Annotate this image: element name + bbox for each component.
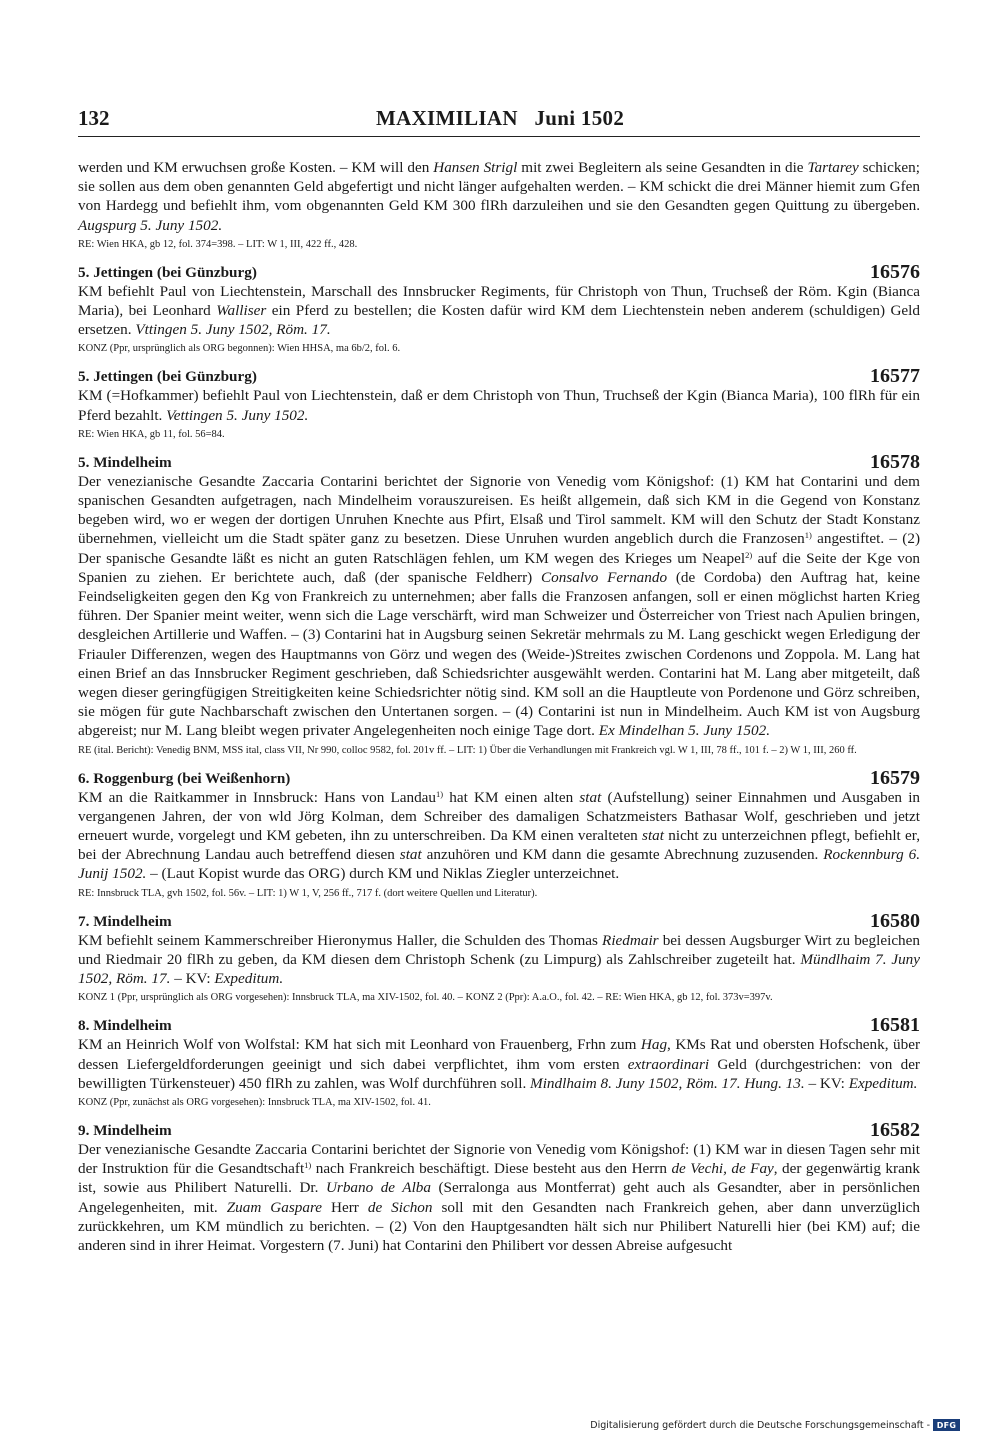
header-rule (78, 136, 920, 137)
entry (78, 451, 920, 758)
entry (78, 1119, 920, 1255)
entry-date-place: 5. Jettingen (bei Günzburg) (78, 368, 257, 386)
entry-heading (78, 365, 920, 386)
entry-date-place: 7. Mindelheim (78, 912, 172, 930)
entry-heading (78, 1014, 920, 1035)
running-title: MAXIMILIAN Juni 1502 (376, 106, 625, 130)
entry-text: KM an Heinrich Wolf von Wolfstal: KM hat sich mit Leonhard von Frauenberg, Frhn zum Hag, KMs Rat und obersten Hofschenk, über dessen Liefergeldforderungen geeinigt und sich dabei verpflichtet, ihm vom ersten extraordinari Geld (durchgestrichen: von der bewilligten Türkensteuer) 450 flRh zu zahlen, was Wolf durchführen soll. Mindlhaim 8. Juny 1502, Röm. 17. Hung. 13. – KV: Expeditum. (78, 1036, 920, 1092)
entry-text: KM befiehlt seinem Kammerschreiber Hieronymus Haller, die Schulden des Thomas Riedmair bei dessen Augsburger Wirt zu begleichen und Riedmair 20 flRh zu geben, da KM diesen dem Christoph Schenk (zu Limpurg) als Zahlschreiber zugeteilt hat. Mündlhaim 7. Juny 1502, Röm. 17. – KV: Expeditum. (78, 931, 920, 988)
footer-credit: Digitalisierung gefördert durch die Deutsche Forschungsgemeinschaft - (590, 1419, 930, 1431)
entry-number: 16580 (870, 909, 920, 932)
entry (78, 1014, 920, 1110)
entry-text: Der venezianische Gesandte Zaccaria Contarini berichtet der Signorie von Venedig vom Königshof: (1) KM war in diesen Tagen sehr mit der Instruktion für die Gesandtschaft$^{1)}$ nach Frankreich beschäftigt. Diese besteht aus den Herrn de Vechi, de Fay, der gegenwärtig krank ist, sowie aus Philibert Naturelli. Dr. Urbano de Alba (Serralonga aus Montferrat) geht auch als Gesandter, aber in persönlichen Angelegenheiten, mit. Zuam Gaspare Herr de Sichon soll mit den Gesandten nach Frankreich gehen, aber dann unverzüglich zurückkehren, um KM mündlich zu berichten. – (2) Von den Hauptgesandten hält sich nur Philibert Naturelli hier (bei KM) auf; die anderen sind in ihrer Heimat. Vorgestern (7. Juni) hat Contarini den Philibert vor dessen Abreise aufgesucht (78, 1140, 920, 1254)
footer (590, 1418, 960, 1432)
page-header (78, 106, 920, 134)
entry-reference: RE (ital. Bericht): Venedig BNM, MSS ital, class VII, Nr 990, colloc 9582, fol. 201v ff. – LIT: 1) Über die Verhandlungen mit Frankreich vgl. W 1, III, 78 ff., 101 f. – 2) W 1, III, 260 ff. (78, 744, 857, 756)
entry-text: KM an die Raitkammer in Innsbruck: Hans von Landau$^{1)}$ hat KM einen alten stat (Aufstellung) seiner Einnahmen und Ausgaben in vergangenen Jahren, der von wld Jörg Kolman, dem Schreiber des damaligen Schatzmeisters Bathasar Wolf, geschrieben und jetzt erneuert wurde, vorgelegt und KM gebeten, ihn zu unterschreiben. Da KM einen veralteten stat nicht zu unterzeichnen pflegt, befiehlt er, bei der Abrechnung Landau auch betreffend diesen stat anzuhören und KM dann die gesamte Abrechnung zuzusenden. Rockennburg 6. Junij 1502. – (Laut Kopist wurde das ORG) durch KM und Niklas Ziegler unterzeichnet. (78, 788, 921, 883)
entry-heading (78, 767, 920, 788)
entry-number: 16578 (870, 450, 920, 473)
entry (78, 767, 920, 901)
entry-reference: KONZ 1 (Ppr, ursprünglich als ORG vorgesehen): Innsbruck TLA, ma XIV-1502, fol. 40. – KONZ 2 (Ppr): A.a.O., fol. 42. – RE: Wien HKA, gb 12, fol. 373v=397v. (78, 992, 773, 1004)
page-number: 132 (78, 106, 110, 130)
entry-reference: KONZ (Ppr, ursprünglich als ORG begonnen): Wien HHSA, ma 6b/2, fol. 6. (78, 343, 401, 355)
entry-heading (78, 1119, 920, 1140)
entry-heading (78, 910, 920, 931)
entry-list (78, 261, 920, 1255)
entry-heading (78, 261, 920, 282)
entry-date-place: 6. Roggenburg (bei Weißenhorn) (78, 769, 291, 787)
entry-reference: RE: Innsbruck TLA, gvh 1502, fol. 56v. – LIT: 1) W 1, V, 256 ff., 717 f. (dort weitere Quellen und Literatur). (78, 887, 538, 899)
document-body (78, 158, 920, 1255)
continuation-text: werden und KM erwuchsen große Kosten. – KM will den Hansen Strigl mit zwei Begleitern als seine Gesandten in die Tartarey schicken; sie sollen aus dem oben genannten Geld abgefertigt und nicht länger aufgehalten werden. – KM schickt die drei Männer hiemit zum Gfen von Hardegg und befiehlt ihm, vom obgenannten Geld KM 300 flRh darzuleihen und sie den Gesandten gegen Quittung zu übergeben. Augspurg 5. Juny 1502. (78, 159, 920, 234)
entry-date-place: 9. Mindelheim (78, 1121, 172, 1139)
entry-date-place: 5. Mindelheim (78, 453, 172, 471)
entry (78, 365, 920, 441)
entry-text: Der venezianische Gesandte Zaccaria Contarini berichtet der Signorie von Venedig vom Königshof: (1) KM hat Contarini und dem spanischen Gesandten aufgetragen, nach Mindelheim vorauszureisen. Es heißt allgemein, daß sich KM in die Gegend von Konstanz begeben wird, wo er wegen der dortigen Unruhen Knechte aus Pfirt, Elsaß und Tirol sammelt. KM will den Schutz der Stadt Konstanz übernehmen, vielleicht um die Stadt später ganz zu besetzen. Diese Unruhen wurden angeblich durch die Franzosen$^{1)}$ angestiftet. – (2) Der spanische Gesandte läßt es nicht an guten Ratschlägen fehlen, um KM wegen des Krieges um Neapel$^{2)}$ auf die Seite der Kge von Spanien zu ziehen. Er berichtete auch, daß (der spanische Feldherr) Consalvo Fernando (de Cordoba) den Auftrag hat, keine Feindseligkeiten gegen den Kg von Frankreich zu unternehmen; aber falls die Franzosen anfangen, soll er einen möglichst harten Krieg führen. Der Spanier meint weiter, wenn sich die Lage verschärft, wird man Schweizer und Österreicher von Triest nach Apulien bringen, desgleichen Artillerie und Waffen. – (3) Contarini hat in Augsburg seinen Sekretär mehrmals zu M. Lang geschickt wegen Erledigung der Friauler Differenzen, wegen des Hauptmanns von Görz und wegen des (Weide-)Streites zwischen Cordenons und Zoppola. M. Lang hat einen Brief an das Innsbrucker Regiment geschrieben, daß Schiedsrichter ausgewählt werden. Contarini hat M. Lang aber mitgeteilt, daß wegen dieser geringfügigen Streitigkeiten keine Schiedsrichter nötig sind. KM soll an die Hauptleute von Pordenone und Görz schreiben, sie mögen für gute Nachbarschaft zwischen den Untertanen sorgen. – (4) Contarini ist nun in Mindelheim. Auch KM ist von Augsburg abgereist; nur M. Lang bleibt wegen privater Angelegenheiten noch einige Tage dort. Ex Mindelhan 5. Juny 1502. (78, 472, 921, 740)
entry-date-place: 8. Mindelheim (78, 1017, 172, 1035)
entry-date-place: 5. Jettingen (bei Günzburg) (78, 263, 257, 281)
entry (78, 261, 920, 357)
entry-number: 16581 (870, 1014, 920, 1037)
continuation-reference: RE: Wien HKA, gb 12, fol. 374=398. – LIT: W 1, III, 422 ff., 428. (78, 238, 358, 250)
entry-number: 16582 (870, 1118, 920, 1141)
entry-number: 16577 (870, 365, 920, 388)
entry-heading (78, 451, 920, 472)
entry (78, 910, 920, 1006)
dfg-logo-icon: DFG (933, 1419, 960, 1431)
entry-reference: KONZ (Ppr, zunächst als ORG vorgesehen): Innsbruck TLA, ma XIV-1502, fol. 41. (78, 1096, 431, 1108)
entry-text: KM (=Hofkammer) befiehlt Paul von Liechtenstein, daß er dem Christoph von Thun, Truchseß der Kgin (Bianca Maria), 100 flRh für ein Pferd bezahlt. Vettingen 5. Juny 1502. (78, 387, 920, 424)
entry-number: 16576 (870, 260, 920, 283)
entry-text: KM befiehlt Paul von Liechtenstein, Marschall des Innsbrucker Regiments, für Christoph von Thun, Truchseß der Röm. Kgin (Bianca Maria), bei Leonhard Walliser ein Pferd zu bestellen; die Kosten dafür wird KM dem Liechtenstein neben anderem (schuldigen) Geld ersetzen. Vttingen 5. Juny 1502, Röm. 17. (78, 282, 920, 339)
entry-number: 16579 (870, 766, 920, 789)
entry-reference: RE: Wien HKA, gb 11, fol. 56=84. (78, 428, 225, 440)
